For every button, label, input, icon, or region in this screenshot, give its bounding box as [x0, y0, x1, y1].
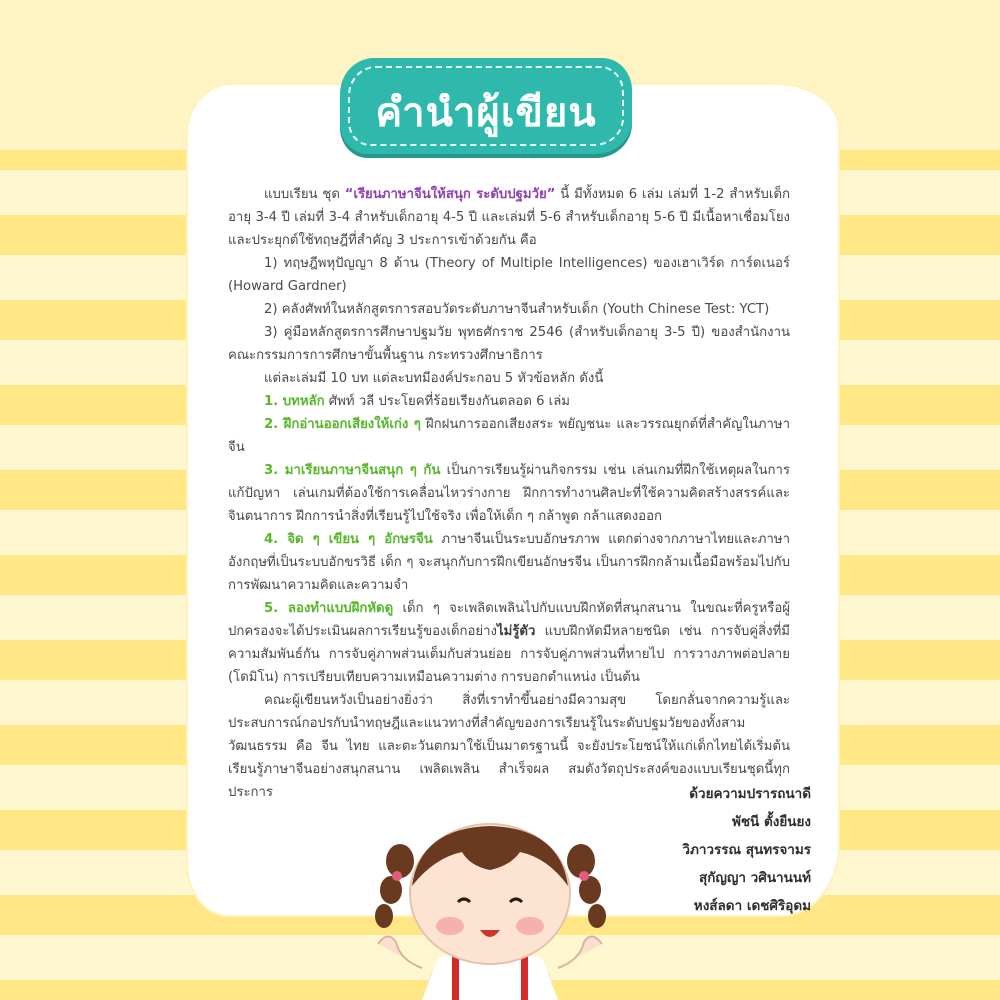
section-heading: 3. มาเรียนภาษาจีนสนุก ๆ กัน [264, 463, 441, 478]
section-bold-text: ไม่รู้ตัว [497, 624, 536, 639]
girl-hand-left [378, 936, 422, 968]
signature-block [641, 780, 811, 920]
lessons-intro: แต่ละเล่มมี 10 บท แต่ละบทมีองค์ประกอบ 5 หัวข้อหลัก ดังนี้ [264, 371, 604, 386]
section-text: ภาษาจีนเป็นระบบอักษรภาพ แตกต่างจากภาษาไทยและภาษาอังกฤษที่เป็นระบบอักขรวิธี เด็ก ๆ จะสนุกกับการฝึกเขียนอักษรจีน เป็นการฝึกกล้ามเนื้อมือพร้อมไปกับการพัฒนาความคิดและความจำ [228, 532, 790, 593]
theory-item: 2) คลังศัพท์ในหลักสูตรการสอบวัดระดับภาษาจีนสำหรับเด็ก (Youth Chinese Test: YCT) [264, 302, 770, 317]
intro-prefix: แบบเรียน ชุด [264, 187, 345, 202]
section-text: เด็ก ๆ จะเพลิดเพลินไปกับแบบฝึกหัดที่สนุกสนาน ในขณะที่ครูหรือผู้ปกครองจะได้ประเมินผลการเรียนรู้ของเด็กอย่าง [228, 601, 790, 639]
section-item [228, 528, 790, 597]
section-text: แบบฝึกหัดมีหลายชนิด เช่น การจับคู่สิ่งที่มีความสัมพันธ์กัน การจับคู่ภาพส่วนเต็มกับส่วนย่อย การจับคู่ภาพส่วนที่หายไป การวางภาพต่อปลาย (โดมิโน) การเปรียบเทียบความเหมือนความต่าง การบอกตำแหน่ง เป็นต้น [228, 624, 790, 685]
preface-body [228, 183, 790, 804]
section-heading: 1. บทหลัก [264, 394, 325, 409]
girl-hand-right [558, 936, 602, 968]
signature-line: สุกัญญา วศินานนท์ [698, 870, 811, 886]
signature-line: วิภาวรรณ สุนทรจามร [682, 842, 811, 858]
theory-item: 1) ทฤษฎีพหุปัญญา 8 ด้าน (Theory of Multiple Intelligences) ของเฮาเวิร์ด การ์ดเนอร์ (Howard Gardner) [228, 256, 790, 294]
section-text: เป็นการเรียนรู้ผ่านกิจกรรม เช่น เล่นเกมที่ฝึกใช้เหตุผลในการแก้ปัญหา เล่นเกมที่ต้องใช้การเคลื่อนไหวร่างกาย ฝึกการทำงานศิลปะที่ใช้ความคิดสร้างสรรค์และจินตนาการ ฝึกการนำสิ่งที่เรียนรู้ไปใช้จริง เพื่อให้เด็ก ๆ กล้าพูด กล้าแสดงออก [228, 463, 790, 524]
section-item [228, 459, 790, 528]
section-heading: 5. ลองทำแบบฝึกหัดดู [264, 601, 394, 616]
section-heading: 4. จิด ๆ เขียน ๆ อักษรจีน [264, 532, 433, 547]
section-heading: 2. ฝึกอ่านออกเสียงให้เก่ง ๆ [264, 417, 421, 432]
closing-paragraph: คณะผู้เขียนหวังเป็นอย่างยิ่งว่า สิ่งที่เราทำขึ้นอย่างมีความสุข โดยกลั่นจากความรู้และประสบการณ์กอปรกับนำทฤษฎีและแนวทางที่สำคัญของการเรียนรู้ในระดับปฐมวัยของทั้งสามวัฒนธรรม คือ จีน ไทย และตะวันตกมาใช้เป็นมาตรฐานนี้ จะยังประโยชน์ให้แก่เด็กไทยได้เริ่มต้นเรียนรู้ภาษาจีนอย่างสนุกสนาน เพลิดเพลิน สำเร็จผล สมดังวัตถุประสงค์ของแบบเรียนชุดนี้ทุกประการ [228, 693, 790, 800]
signature-line: พัชนี ตั้งยืนยง [732, 814, 811, 830]
section-text: ศัพท์ วลี ประโยคที่ร้อยเรียงกันตลอด 6 เล่ม [324, 394, 570, 409]
theory-item: 3) คู่มือหลักสูตรการศึกษาปฐมวัย พุทธศักราช 2546 (สำหรับเด็กอายุ 3-5 ปี) ของสำนักงานคณะกรรมการการศึกษาขั้นพื้นฐาน กระทรวงศึกษาธิการ [228, 325, 790, 363]
section-text: ฝึกฝนการออกเสียงสระ พยัญชนะ และวรรณยุกต์ที่สำคัญในภาษาจีน [228, 417, 790, 455]
intro-paragraph [228, 183, 790, 252]
girl-pigtail-left [375, 844, 414, 928]
section-item [228, 597, 790, 689]
title-badge [340, 58, 632, 154]
section-item [228, 390, 790, 413]
section-item [228, 413, 790, 459]
signature-line: ด้วยความปรารถนาดี [689, 786, 811, 802]
girl-illustration [360, 818, 620, 1000]
girl-cheek-right [516, 917, 544, 935]
page-title: คำนำผู้เขียน [375, 90, 597, 136]
girl-cheek-left [436, 917, 464, 935]
series-title: “เรียนภาษาจีนให้สนุก ระดับปฐมวัย” [344, 187, 556, 202]
intro-text: นี้ มีทั้งหมด 6 เล่ม เล่มที่ 1-2 สำหรับเด็กอายุ 3-4 ปี เล่มที่ 3-4 สำหรับเด็กอายุ 4-5 ปี และเล่มที่ 5-6 สำหรับเด็กอายุ 5-6 ปี มีเนื้อหาเชื่อมโยงและประยุกต์ใช้ทฤษฎีที่สำคัญ 3 ประการเข้าด้วยกัน คือ [228, 187, 790, 248]
signature-line: หงส์ลดา เดชศิริอุดม [693, 898, 811, 914]
girl-pigtail-right [567, 844, 606, 928]
